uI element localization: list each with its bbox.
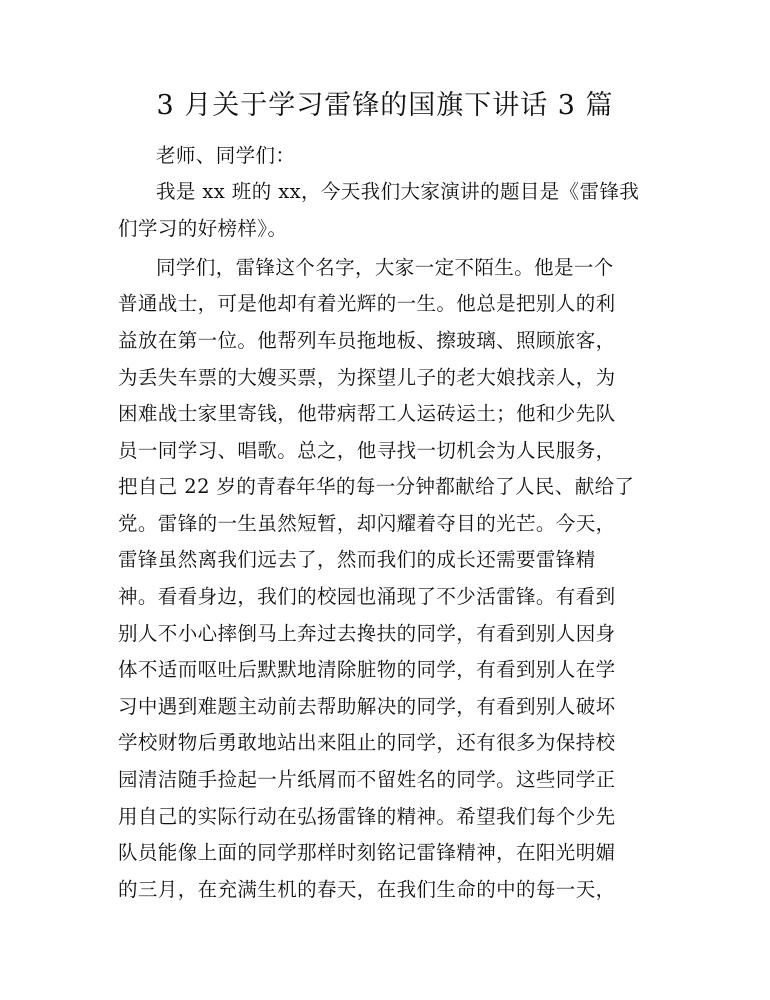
paragraph-line: 园清洁随手捡起一片纸屑而不留姓名的同学。这些同学正	[118, 768, 616, 791]
paragraph-line: 用自己的实际行动在弘扬雷锋的精神。希望我们每个少先	[118, 805, 616, 828]
paragraph-line: 为丢失车票的大嫂买票，为探望儿子的老大娘找亲人，为	[118, 366, 616, 389]
paragraph-line: 我是 xx 班的 xx，今天我们大家演讲的题目是《雷锋我	[156, 180, 640, 203]
paragraph-line: 习中遇到难题主动前去帮助解决的同学，有看到别人破坏	[118, 695, 616, 718]
paragraph-line: 的三月，在充满生机的春天，在我们生命的中的每一天，	[118, 878, 616, 901]
document-title: 3 月关于学习雷锋的国旗下讲话 3 篇	[156, 90, 614, 121]
paragraph-line: 队员能像上面的同学那样时刻铭记雷锋精神，在阳光明媚	[118, 841, 616, 864]
paragraph-line: 学校财物后勇敢地站出来阻止的同学，还有很多为保持校	[118, 731, 616, 754]
paragraph-line: 普通战士，可是他却有着光辉的一生。他总是把别人的利	[118, 292, 616, 315]
paragraph-line: 神。看看身边，我们的校园也涌现了不少活雷锋。有看到	[118, 585, 616, 608]
paragraph-line: 把自己 22 岁的青春年华的每一分钟都献给了人民、献给了	[118, 475, 635, 498]
paragraph-line: 困难战士家里寄钱，他带病帮工人运砖运土；他和少先队	[118, 402, 616, 425]
paragraph-line: 别人不小心摔倒马上奔过去搀扶的同学，有看到别人因身	[118, 622, 616, 645]
paragraph-line: 益放在第一位。他帮列车员拖地板、擦玻璃、照顾旅客，	[118, 329, 616, 352]
paragraph-line: 体不适而呕吐后默默地清除脏物的同学，有看到别人在学	[118, 658, 616, 681]
paragraph-line: 党。雷锋的一生虽然短暂，却闪耀着夺目的光芒。今天，	[118, 512, 616, 535]
paragraph-line: 员一同学习、唱歌。总之，他寻找一切机会为人民服务，	[118, 439, 616, 462]
paragraph-line: 们学习的好榜样》。	[118, 217, 288, 240]
paragraph-line: 雷锋虽然离我们远去了，然而我们的成长还需要雷锋精	[118, 548, 596, 571]
paragraph-line: 同学们，雷锋这个名字，大家一定不陌生。他是一个	[156, 256, 614, 279]
salutation-line: 老师、同学们：	[156, 144, 296, 167]
